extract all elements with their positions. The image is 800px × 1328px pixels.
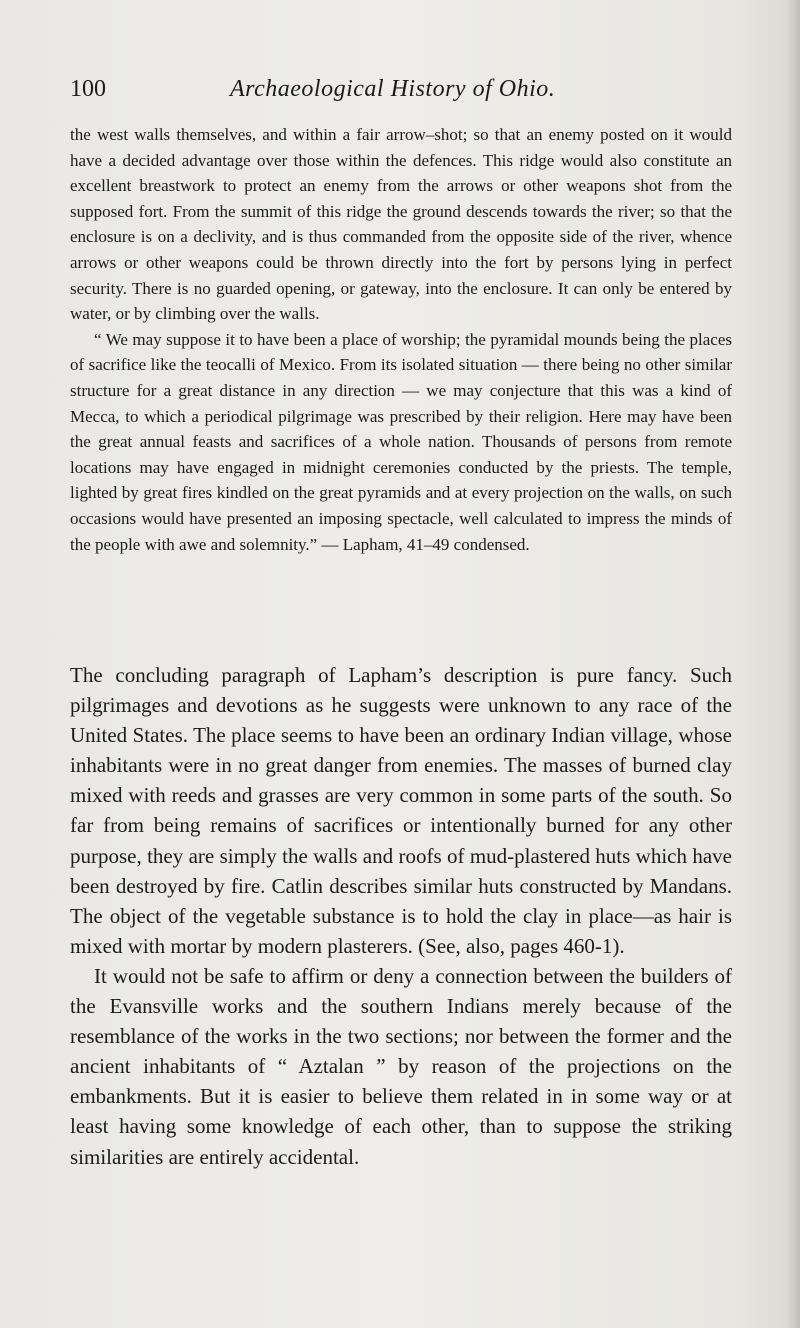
paragraph: It would not be safe to affirm or deny a connection between the builders of the Evansville works and the southern Indians merely because of the resemblance of the works in the two sections; nor between the former and the ancient inhabitants of “ Aztalan ” by reason of the projections on the embankments. But it is easier to believe them related in in some way or at least having some knowledge of each other, than to suppose the striking similarities are entirely accidental. [70,963,732,1169]
paragraph: the west walls themselves, and within a fair arrow–shot; so that an enemy posted on it would have a decided advantage over those within the defences. This ridge would also constitute an excellent breastwork to protect an enemy from the arrows or other weapons shot from the supposed fort. From the summit of this ridge the ground descends towards the river; so that the enclosure is on a declivity, and is thus commanded from the opposite side of the river, whence arrows or other weapons could be thrown directly into the fort by persons lying in perfect security. There is no guarded opening, or gateway, into the enclosure. It can only be entered by water, or by climbing over the walls. [70,125,732,324]
page-header [70,76,730,116]
paragraph: The concluding paragraph of Lapham’s description is pure fancy. Such pilgrimages and devotions as he suggests were unknown to any race of the United States. The place seems to have been an ordinary Indian village, whose inhabitants were in no great danger from enemies. The masses of burned clay mixed with reeds and grasses are very common in some parts of the south. So far from being remains of sacrifices or intentionally burned for any other purpose, they are simply the walls and roofs of mud-plastered huts which have been destroyed by fire. Catlin describes similar huts constructed by Mandans. The object of the vegetable substance is to hold the clay in place—as hair is mixed with mortar by modern plasterers. (See, also, pages 460-1). [70,663,732,958]
body-text [70,660,732,1172]
page-number: 100 [70,76,106,102]
quoted-description [70,122,732,557]
page-edge-shadow [786,0,800,1328]
running-title: Archaeological History of Ohio. [230,76,556,102]
paragraph: “ We may suppose it to have been a place of worship; the pyramidal mounds being the places of sacrifice like the teocalli of Mexico. From its isolated situation — there being no other similar structure for a great distance in any direction — we may conjecture that this was a kind of Mecca, to which a periodical pilgrimage was prescribed by their religion. Here may have been the great annual feasts and sacrifices of a whole nation. Thousands of persons from remote locations may have engaged in midnight ceremonies conducted by the priests. The temple, lighted by great fires kindled on the great pyramids and at every projection on the walls, on such occasions would have presented an imposing spectacle, well calculated to impress the minds of the people with awe and solemnity.” — Lapham, 41–49 condensed. [70,329,732,554]
